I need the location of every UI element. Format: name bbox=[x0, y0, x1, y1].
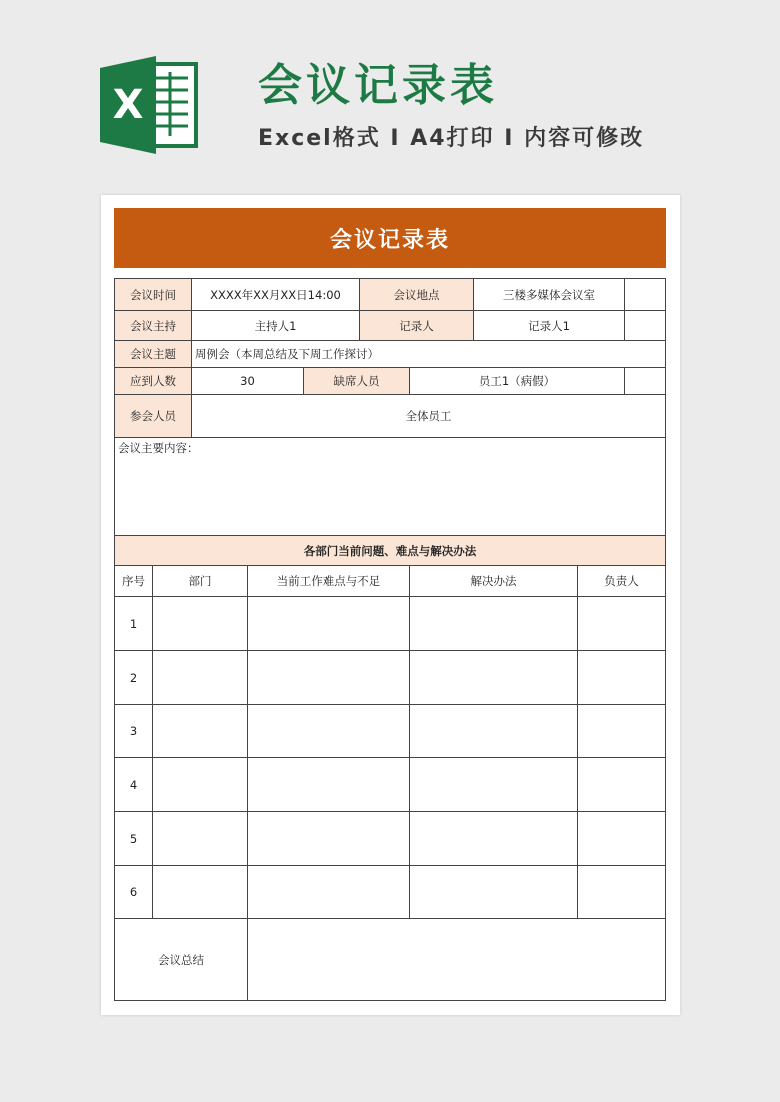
row-index: 1 bbox=[114, 596, 153, 651]
table-cell[interactable] bbox=[577, 704, 666, 758]
page-title: 会议记录表 bbox=[258, 60, 498, 111]
table-cell[interactable] bbox=[577, 596, 666, 651]
table-cell[interactable] bbox=[409, 650, 578, 705]
table-cell[interactable] bbox=[152, 865, 248, 919]
meeting-time-value[interactable]: XXXX年XX月XX日14:00 bbox=[191, 278, 360, 311]
absent-label: 缺席人员 bbox=[303, 367, 410, 395]
table-cell[interactable] bbox=[247, 650, 410, 705]
table-cell[interactable] bbox=[409, 596, 578, 651]
table-cell[interactable] bbox=[152, 811, 248, 866]
table-cell[interactable] bbox=[409, 704, 578, 758]
problems-section-title: 各部门当前问题、难点与解决办法 bbox=[114, 535, 666, 566]
expected-count-value[interactable]: 30 bbox=[191, 367, 304, 395]
excel-logo-icon bbox=[100, 56, 200, 154]
form-banner-title: 会议记录表 bbox=[114, 208, 666, 268]
row-index: 4 bbox=[114, 757, 153, 812]
page-subtitle: Excel格式 I A4打印 I 内容可修改 bbox=[258, 126, 645, 151]
empty-cell bbox=[624, 367, 666, 395]
logo-letter: X bbox=[112, 82, 144, 128]
column-header-index: 序号 bbox=[114, 565, 153, 597]
column-header-solutions: 解决办法 bbox=[409, 565, 578, 597]
table-cell[interactable] bbox=[152, 704, 248, 758]
row-index: 2 bbox=[114, 650, 153, 705]
table-cell[interactable] bbox=[577, 865, 666, 919]
topic-value[interactable]: 周例会（本周总结及下周工作探讨） bbox=[191, 340, 666, 368]
meeting-place-label: 会议地点 bbox=[359, 278, 474, 311]
table-cell[interactable] bbox=[247, 811, 410, 866]
meeting-time-label: 会议时间 bbox=[114, 278, 192, 311]
table-cell[interactable] bbox=[247, 596, 410, 651]
table-cell[interactable] bbox=[152, 757, 248, 812]
row-index: 3 bbox=[114, 704, 153, 758]
summary-label: 会议总结 bbox=[114, 918, 248, 1001]
column-header-difficulties: 当前工作难点与不足 bbox=[247, 565, 410, 597]
table-cell[interactable] bbox=[409, 757, 578, 812]
table-cell[interactable] bbox=[577, 757, 666, 812]
table-cell[interactable] bbox=[247, 865, 410, 919]
attendees-value[interactable]: 全体员工 bbox=[191, 394, 666, 438]
table-cell[interactable] bbox=[152, 650, 248, 705]
column-header-owner: 负责人 bbox=[577, 565, 666, 597]
summary-area[interactable] bbox=[247, 918, 666, 1001]
empty-cell bbox=[624, 310, 666, 341]
table-cell[interactable] bbox=[152, 596, 248, 651]
meeting-place-value[interactable]: 三楼多媒体会议室 bbox=[473, 278, 625, 311]
table-cell[interactable] bbox=[409, 865, 578, 919]
meeting-content-area[interactable]: 会议主要内容： bbox=[114, 437, 666, 536]
table-cell[interactable] bbox=[247, 757, 410, 812]
column-header-department: 部门 bbox=[152, 565, 248, 597]
attendees-label: 参会人员 bbox=[114, 394, 192, 438]
host-label: 会议主持 bbox=[114, 310, 192, 341]
absent-value[interactable]: 员工1（病假） bbox=[409, 367, 625, 395]
recorder-label: 记录人 bbox=[359, 310, 474, 341]
expected-count-label: 应到人数 bbox=[114, 367, 192, 395]
empty-cell bbox=[624, 278, 666, 311]
page-header bbox=[0, 0, 780, 190]
row-index: 6 bbox=[114, 865, 153, 919]
host-value[interactable]: 主持人1 bbox=[191, 310, 360, 341]
table-cell[interactable] bbox=[577, 650, 666, 705]
recorder-value[interactable]: 记录人1 bbox=[473, 310, 625, 341]
table-cell[interactable] bbox=[577, 811, 666, 866]
table-cell[interactable] bbox=[247, 704, 410, 758]
row-index: 5 bbox=[114, 811, 153, 866]
topic-label: 会议主题 bbox=[114, 340, 192, 368]
table-cell[interactable] bbox=[409, 811, 578, 866]
